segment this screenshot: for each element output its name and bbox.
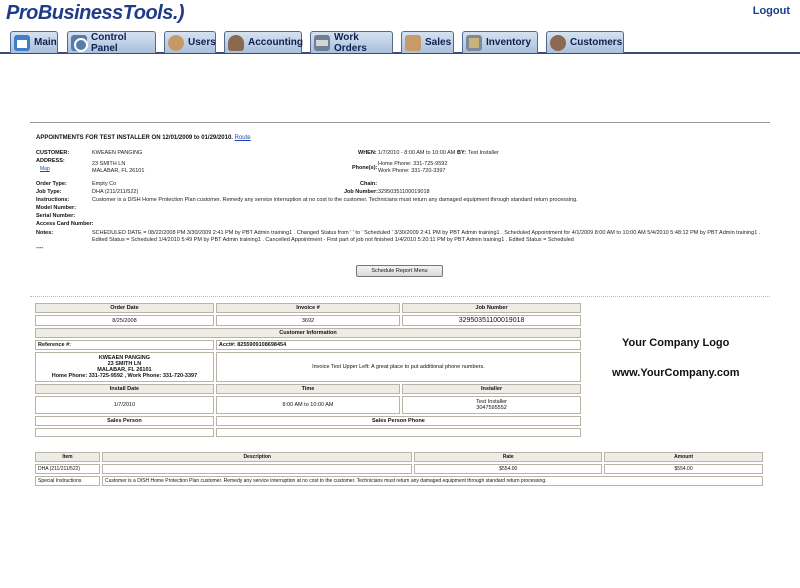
by-label: BY:: [457, 150, 467, 156]
tab-accounting[interactable]: [224, 31, 302, 53]
instructions-label: Instructions:: [36, 197, 70, 203]
table-row: [35, 476, 763, 486]
logout-link[interactable]: Logout: [752, 5, 790, 17]
job-type-value: DHA (211/211/522): [92, 189, 139, 195]
report-divider: [30, 122, 770, 123]
install-date-cell: 1/7/2010: [35, 396, 214, 414]
tab-inventory-label: Inventory: [486, 37, 532, 48]
chain-label: Chain:: [360, 181, 378, 187]
time-header: Time: [216, 384, 400, 394]
when-label: WHEN:: [358, 150, 377, 156]
tab-accounting-label: Accounting: [248, 37, 303, 48]
phones-label: Phone(s):: [352, 165, 378, 171]
reference-cell: Reference #:: [35, 340, 214, 350]
address-line1: 23 SMITH LN: [92, 161, 126, 167]
job-type-label: Job Type:: [36, 189, 62, 195]
accounting-icon: [228, 35, 244, 51]
when-value: 1/7/2010 - 8:00 AM to 10:00 AM: [378, 150, 456, 156]
description-header: Description: [102, 452, 412, 462]
section-divider: [30, 296, 770, 297]
invoice-text-cell: Invoice Text Upper Left: A great place to put additional phone numbers.: [216, 352, 581, 382]
address-label: ADDRESS:: [36, 158, 65, 164]
order-date-header: Order Date: [35, 303, 214, 313]
work-phone-value: Work Phone: 331-720-3397: [378, 168, 446, 174]
app-logo: [6, 2, 184, 25]
customer-value: KWEAEN PANGING: [92, 150, 143, 156]
job-number-header: Job Number: [402, 303, 581, 313]
tab-work-orders[interactable]: [310, 31, 393, 53]
app-logo-suffix: .): [172, 2, 185, 24]
company-url: www.YourCompany.com: [612, 367, 740, 379]
installer-header: Installer: [402, 384, 581, 394]
customer-address-line2: MALABAR, FL 26101: [97, 367, 152, 373]
tab-inventory[interactable]: [462, 31, 538, 53]
users-icon: [168, 35, 184, 51]
sales-person-phone-header: Sales Person Phone: [216, 416, 581, 426]
by-value: Test Installer: [468, 150, 499, 156]
instructions-value: Customer is a DISH Home Protection Plan customer. Remedy any service interruption at no cost to the customer. Technicians must return any damaged equipment through standard return processing.: [92, 197, 578, 203]
map-link[interactable]: Map: [40, 166, 50, 172]
time-cell: 8:00 AM to 10:00 AM: [216, 396, 400, 414]
tab-main[interactable]: [10, 31, 58, 53]
invoice-header: Invoice #: [216, 303, 400, 313]
installer-name: Test Installer: [476, 399, 507, 405]
order-type-value: Empty Co: [92, 181, 117, 187]
appointments-title-text: APPOINTMENTS FOR TEST INSTALLER ON 12/01/2009 to 01/29/2010.: [36, 135, 233, 141]
amount-cell: $554.00: [604, 464, 763, 474]
tab-sales[interactable]: [401, 31, 454, 53]
tab-customers-label: Customers: [570, 37, 623, 48]
customer-address-line1: 23 SMITH LN: [107, 361, 142, 367]
access-card-label: Access Card Number:: [36, 221, 94, 227]
rate-cell: $554.00: [414, 464, 602, 474]
tab-sales-label: Sales: [425, 37, 452, 48]
item-cell: DHA (211/211/522): [35, 464, 100, 474]
tab-main-label: Main: [34, 37, 57, 48]
description-cell: Customer is a DISH Home Protection Plan customer. Remedy any service interruption at no cost to the customer. Technicians must return any damaged equipment through standard return processing.: [102, 476, 763, 486]
appointments-title: [36, 135, 251, 141]
company-logo-placeholder: Your Company Logo: [622, 337, 730, 349]
notes-label: Notes:: [36, 230, 54, 236]
app-logo-text: ProBusinessTools: [6, 2, 173, 24]
customer-address-cell: [35, 352, 214, 382]
customer-label: CUSTOMER:: [36, 150, 70, 156]
item-cell: Special Instructions: [35, 476, 100, 486]
amount-header: Amount: [604, 452, 763, 462]
main-nav-tabs: [0, 30, 800, 54]
work-orders-icon: [314, 35, 330, 51]
work-order-table: [33, 301, 583, 439]
customer-phones: Home Phone: 331-725-9592 , Work Phone: 331-720-3397: [51, 373, 198, 379]
notes-more: ----: [36, 245, 44, 251]
job-number-label: Job Number:: [344, 189, 378, 195]
tab-work-orders-label: Work Orders: [334, 31, 367, 54]
customer-name: KWEAEN PANGING: [98, 355, 151, 361]
invoice-cell: 3692: [216, 315, 400, 326]
description-cell: [102, 464, 412, 474]
sales-icon: [405, 35, 421, 51]
customers-icon: [550, 35, 566, 51]
control-panel-icon: [71, 35, 87, 51]
tab-control-panel[interactable]: [67, 31, 156, 53]
schedule-report-menu-button[interactable]: Schedule Report Menu: [356, 265, 443, 277]
line-items-table: [33, 450, 765, 488]
customer-information-header: Customer Information: [35, 328, 581, 338]
sales-person-phone-cell: [216, 428, 581, 437]
home-icon: [14, 35, 30, 51]
job-number-cell: 32950351100019018: [402, 315, 581, 326]
tab-control-panel-label: Control Panel: [91, 31, 127, 54]
tab-users-label: Users: [188, 37, 216, 48]
account-number-cell: Acct#: 8255909108698454: [216, 340, 581, 350]
table-row: [35, 464, 763, 474]
install-date-header: Install Date: [35, 384, 214, 394]
rate-header: Rate: [414, 452, 602, 462]
tab-customers[interactable]: [546, 31, 624, 53]
tab-users[interactable]: [164, 31, 216, 53]
installer-cell: [402, 396, 581, 414]
order-type-label: Order Type:: [36, 181, 67, 187]
home-phone-value: Home Phone: 331-725-9592: [378, 161, 448, 167]
sales-person-header: Sales Person: [35, 416, 214, 426]
installer-number: 3047595552: [476, 405, 507, 411]
order-date-cell: 8/25/2008: [35, 315, 214, 326]
sales-person-cell: [35, 428, 214, 437]
item-header: Item: [35, 452, 100, 462]
notes-value: SCHEDULED DATE = 08/22/2008 PM 3/30/2009 2:41 PM by PBT Admin training1 . Changed Status from ' ' to ' Scheduled ' 3/30/2009 2:41 PM by PBT Admin training1 . Scheduled Appointment for 4/1/2009 8:00 AM to 10:00 AM 5/4/2010 5:48:12 PM by PBT Admin training1 . Edited Status = Scheduled 1/4/2010 5:49 PM by PBT Admin training1 . Cancelled Appointment - First part of job not finished 1/4/2010 5:20:11 PM by PBT Admin training1 . Edited Status = Scheduled: [92, 230, 761, 244]
job-number-value: 32950351100019018: [378, 189, 430, 195]
inventory-icon: [466, 35, 482, 51]
model-number-label: Model Number:: [36, 205, 77, 211]
serial-number-label: Serial Number:: [36, 213, 76, 219]
address-line2: MALABAR, FL 26101: [92, 168, 145, 174]
route-link[interactable]: Route: [234, 135, 251, 141]
